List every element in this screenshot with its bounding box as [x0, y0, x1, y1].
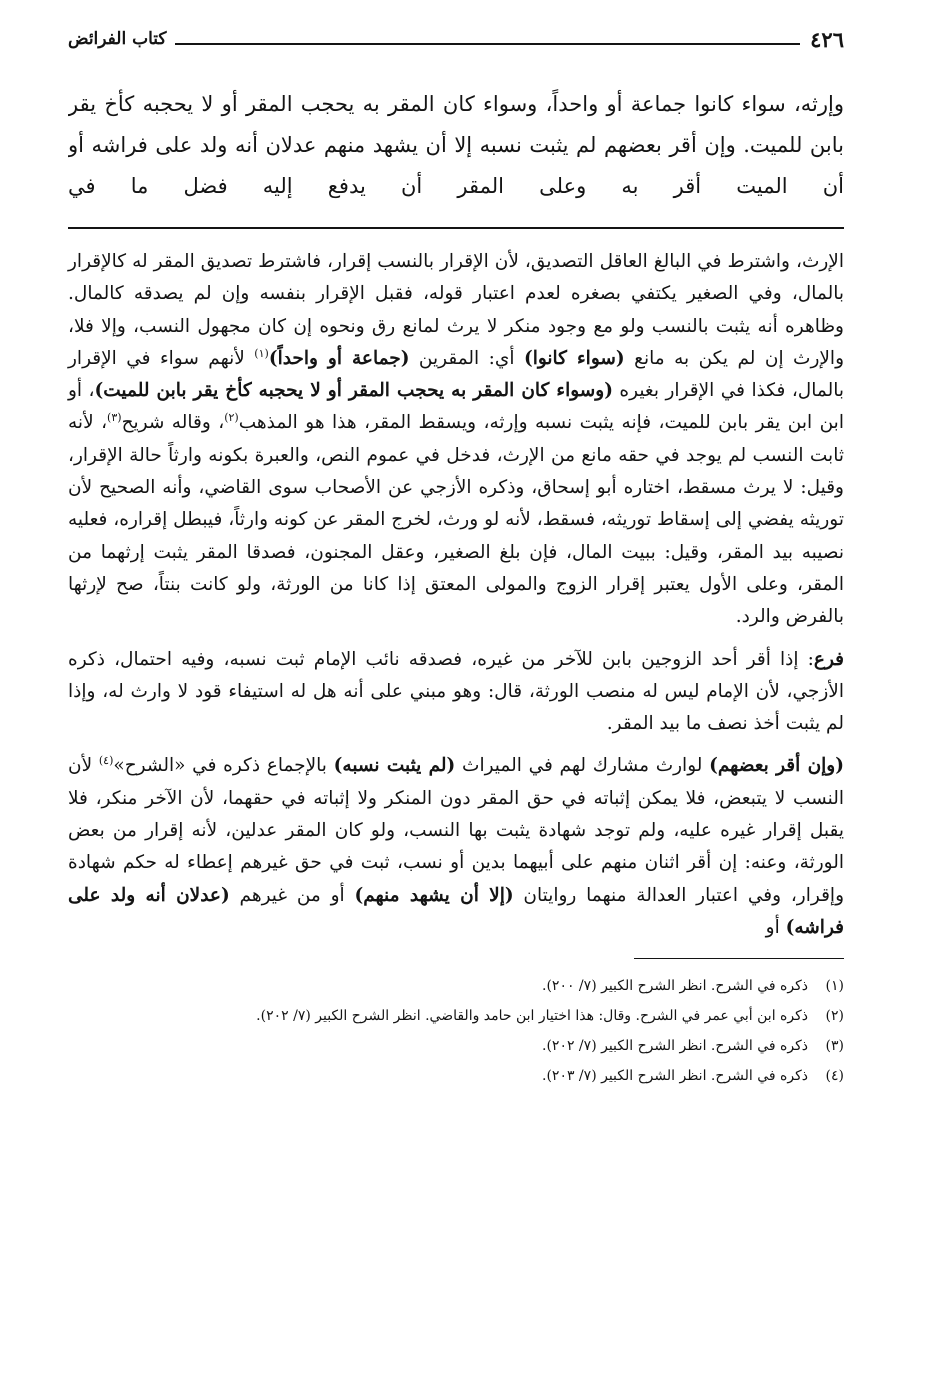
footnote-separator [634, 958, 844, 959]
commentary-paragraph-1 [68, 246, 844, 634]
page-number: ٤٢٦ [810, 27, 844, 52]
matn-quote: (سواء كانوا) [523, 347, 625, 369]
footnote-text: ذكره في الشرح. انظر الشرح الكبير (٧/ ٢٠٠). [542, 978, 808, 995]
matn-text: وإرثه، سواء كانوا جماعة أو واحداً، وسواء كان المقر به يحجب المقر أو لا يحجبه كأخ يقر بابن للميت. وإن أقر بعضهم لم يثبت نسبه إلا أن يشهد منهم عدلان أنه ولد على فراشه أو أن الميت أقر به وعلى المقر أن يدفع إليه فضل ما في [68, 92, 844, 198]
commentary-text: أو من غيرهم [229, 884, 355, 906]
matn-quote: (لم يثبت نسبه) [333, 755, 456, 777]
commentary-text: أي: المقرين [409, 347, 524, 369]
book-title: كتاب الفرائض [68, 29, 167, 49]
footnote-4 [68, 1061, 844, 1091]
matn-quote: (عدلان أنه ولد على فراشه) [68, 884, 844, 938]
commentary [68, 246, 844, 944]
footnotes [68, 971, 844, 1091]
footnote-1 [68, 971, 844, 1001]
commentary-paragraph-3 [68, 750, 844, 944]
footnote-number: (١) [825, 978, 844, 995]
matn-quote: (وسواء كان المقر به يحجب المقر أو لا يحجبه كأخ يقر بابن للميت) [94, 380, 613, 402]
footnote-2 [68, 1001, 844, 1031]
commentary-text: ، وقاله شريح [121, 412, 225, 434]
footnote-ref-4: (٤) [98, 754, 114, 768]
commentary-text: الإرث، واشترط في البالغ العاقل التصديق، لأن الإقرار بالنسب إقرار، فاشترط تصديق المقر له كالإقرار بالمال، وفي الصغير يكتفي بصغره لعدم اعتبار قوله، فقبل الإقرار بنفسه وإن لم يصدقه كالمال. وظاهره أنه يثبت بالنسب ولو مع وجود منكر لا يرث لمانع رق ونحوه إن كان مجهول النسب، وإلا فلا، والإرث إن لم يكن به مانع [68, 251, 845, 369]
footnote-ref-3: (٣) [107, 411, 122, 425]
footnote-ref-1: (١) [254, 346, 269, 360]
commentary-text: ، لأنه ثابت النسب لم يوجد في حقه مانع من الإرث، فدخل في عموم النص، والعبرة بكونه وارثاً حالة الإقرار، وقيل: لا يرث مسقط، اختاره أبو إسحاق، وذكره الأزجي عن الأصحاب سوى القاضي، وأنه الصحيح لأن توريثه يفضي إلى إسقاط توريثه، فسقط، لأنه لو ورث، لخرج المقر عن كونه وارثاً، فيبطل إقراره، فعليه نصيبه بيد المقر، وقيل: ببيت المال، فإن بلغ الصغير، وعقل المجنون، فصدقا المقر يثبت إرثهما من المقر، وعلى الأول يعتبر إقرار الزوج والمولى المعتق إذا كانا من الورثة، ولو كانت بنتاً، صح لإرثها بالفرض والرد. [68, 412, 844, 628]
commentary-text: بالإجماع ذكره في «الشرح» [113, 755, 334, 777]
matn-separator [68, 227, 844, 229]
branch-label: فرع [813, 648, 844, 670]
commentary-text: لأن النسب لا يتبعض، فلا يمكن إثباته في حق المقر دون المنكر ولا إثباته في حقهما، لأن الآخر منكر، فلا يقبل إقرار غيره عليه، ولم توجد شهادة يثبت بها النسب، ولو كان المقر عدلين، لأنه إقرار من بعض الورثة، وعنه: إن أقر اثنان منهم على أبيهما بدين أو نسب، ثبت في حق غيرهم إعطاء له حكم شهادة وإقرار، وفي اعتبار العدالة منهما روايتان [68, 755, 844, 906]
footnote-text: ذكره في الشرح. انظر الشرح الكبير (٧/ ٢٠٢). [542, 1038, 808, 1055]
header-rule [175, 43, 801, 45]
book-page [68, 14, 844, 1344]
footnote-3 [68, 1031, 844, 1061]
matn-quote: (جماعة أو واحداً) [268, 347, 410, 369]
footnote-number: (٤) [825, 1068, 844, 1085]
page-header [68, 14, 844, 50]
commentary-text: أو [765, 916, 786, 938]
footnote-text: ذكره ابن أبي عمر في الشرح. وقال: هذا اختيار ابن حامد والقاضي. انظر الشرح الكبير (٧/ ٢٠٢). [256, 1008, 808, 1025]
matn-quote: (وإن أقر بعضهم) [709, 755, 844, 777]
commentary-text: لأنهم سواء في الإقرار بالمال، فكذا في الإقرار بغيره [68, 347, 844, 402]
commentary-text: لوارث مشارك لهم في الميراث [455, 755, 710, 777]
commentary-text: : إذا أقر أحد الزوجين بابن للآخر من غيره، فصدقه نائب الإمام ثبت نسبه، وفيه احتمال، ذكره الأزجي، لأن الإمام ليس له منصب الورثة، قال: وهو مبني على أنه هل له استيفاء قود لا وارث له، وإذا لم يثبت أخذ نصف ما بيد المقر. [68, 648, 844, 735]
commentary-paragraph-2 [68, 644, 844, 741]
footnote-text: ذكره في الشرح. انظر الشرح الكبير (٧/ ٢٠٣). [542, 1068, 808, 1085]
matn-quote: (إلا أن يشهد منهم) [354, 884, 514, 906]
footnote-number: (٢) [825, 1008, 844, 1025]
footnote-number: (٣) [825, 1038, 844, 1055]
footnote-ref-2: (٢) [224, 411, 239, 425]
commentary-text: ، أو ابن ابن يقر بابن للميت، فإنه يثبت نسبه وإرثه، ويسقط المقر، هذا هو المذهب [68, 380, 844, 434]
